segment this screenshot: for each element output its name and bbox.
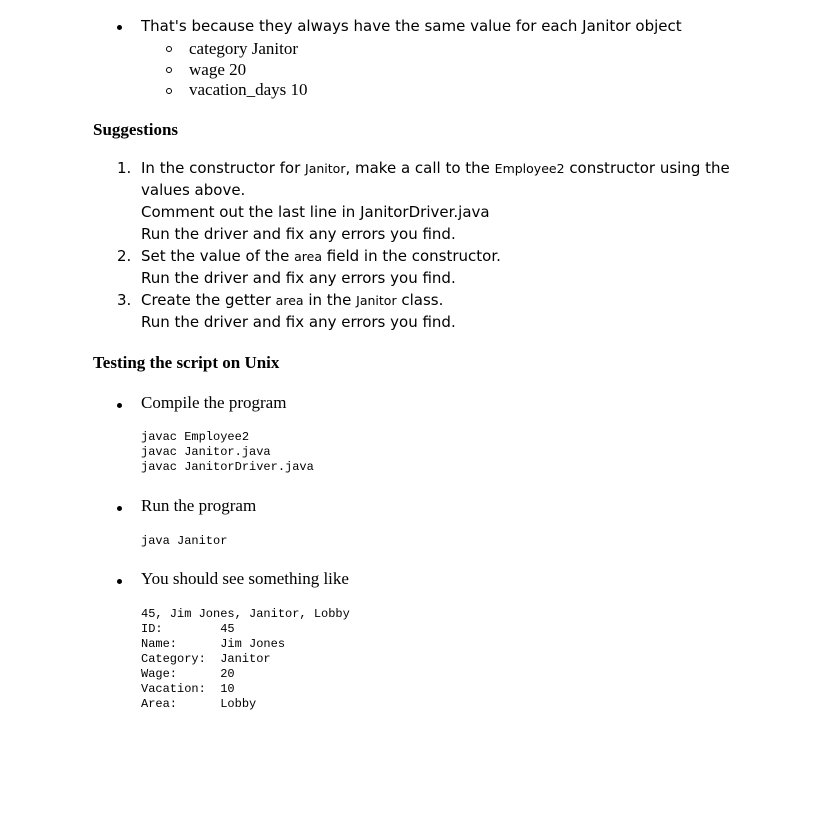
step1-line3: Comment out the last line in JanitorDriver.java bbox=[141, 203, 490, 221]
inline-code: Employee2 bbox=[494, 161, 565, 176]
output-code-block: 45, Jim Jones, Janitor, Lobby ID: 45 Name: Jim Jones Category: Janitor Wage: 20 Vacation: 10 Area: Lobby bbox=[141, 607, 350, 711]
step2-line1: Set the value of the area field in the constructor. bbox=[141, 247, 501, 265]
step2-line2: Run the driver and fix any errors you find. bbox=[141, 269, 456, 287]
intro-bullet-text: That's because they always have the same value for each Janitor object bbox=[141, 17, 682, 35]
inline-code: Janitor bbox=[356, 293, 397, 308]
run-code-block: java Janitor bbox=[141, 534, 228, 548]
inline-code: area bbox=[275, 293, 304, 308]
step1-line2: values above. bbox=[141, 181, 246, 199]
sub-bullet-circle bbox=[166, 67, 172, 73]
step1-line1: In the constructor for Janitor, make a call to the Employee2 constructor using the bbox=[141, 159, 730, 177]
bullet-dot bbox=[117, 506, 122, 511]
step-number: 3. bbox=[117, 291, 132, 309]
sub-item-wage: wage 20 bbox=[189, 60, 247, 79]
see-label: You should see something like bbox=[141, 569, 349, 588]
step3-line2: Run the driver and fix any errors you find. bbox=[141, 313, 456, 331]
sub-item-vacation: vacation_days 10 bbox=[189, 80, 308, 99]
sub-item-category: category Janitor bbox=[189, 39, 299, 58]
testing-heading: Testing the script on Unix bbox=[93, 353, 280, 372]
run-label: Run the program bbox=[141, 496, 257, 515]
compile-label: Compile the program bbox=[141, 393, 287, 412]
step3-line1: Create the getter area in the Janitor class. bbox=[141, 291, 444, 309]
inline-code: area bbox=[294, 249, 323, 264]
step-number: 1. bbox=[117, 159, 132, 177]
bullet-dot bbox=[117, 579, 122, 584]
sub-bullet-circle bbox=[166, 88, 172, 94]
step1-line4: Run the driver and fix any errors you find. bbox=[141, 225, 456, 243]
step-number: 2. bbox=[117, 247, 132, 265]
sub-bullet-circle bbox=[166, 46, 172, 52]
compile-code-block: javac Employee2 javac Janitor.java javac JanitorDriver.java bbox=[141, 430, 314, 474]
bullet-dot bbox=[117, 25, 122, 30]
inline-code: Janitor bbox=[305, 161, 346, 176]
bullet-dot bbox=[117, 403, 122, 408]
suggestions-heading: Suggestions bbox=[93, 120, 179, 139]
